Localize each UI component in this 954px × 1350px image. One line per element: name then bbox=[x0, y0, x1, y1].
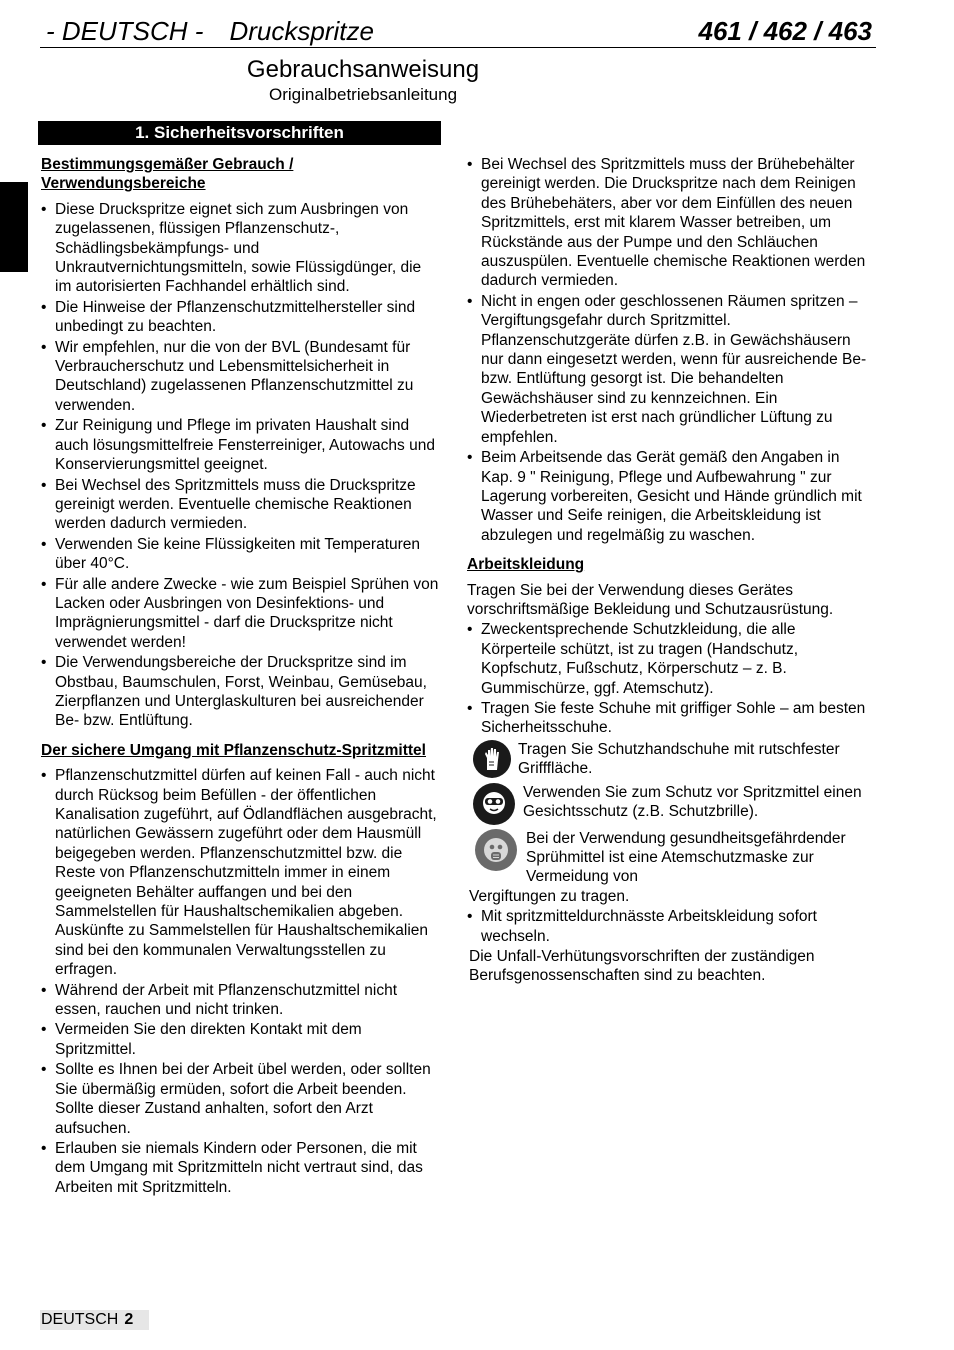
page-number: 2 bbox=[124, 1311, 134, 1328]
list-item: • Erlauben sie niemals Kindern oder Personen, die mit dem Umgang mit Spritzmitteln nicht vertraut sind, das Arbeiten mit Spritzmitteln. bbox=[41, 1139, 441, 1197]
list-item: • Verwenden Sie keine Flüssigkeiten mit Temperaturen über 40°C. bbox=[41, 535, 441, 574]
list-item: • Bei Wechsel des Spritzmittels muss der Brühebehälter gereinigt werden. Die Druckspritze nach dem Reinigen des Brühebehäters, aber vor dem Einfüllen des neuen Spritzmittels, erst mit klarem Wasser betreiben, um Rückstände aus der Pumpe und den Schläuchen auszuspülen. Eventuelle chemische Reaktionen werden dadurch vermieden. bbox=[467, 155, 872, 291]
header-rule bbox=[40, 47, 876, 48]
side-tab-marker bbox=[0, 182, 28, 272]
list-item: • Mit spritzmitteldurchnässte Arbeitskleidung sofort wechseln. bbox=[467, 907, 872, 946]
workwear-list bbox=[467, 620, 872, 737]
list-item: • Pflanzenschutzmittel dürfen auf keinen Fall - auch nicht durch Rücksog beim Befüllen - der öffentlichen Kanalisation zugeführt, auf Ödlandflächen ausgebracht, natürlichen Gewässern zugeführt oder dem Hausmüll beigegeben werden. Pflanzenschutzmittel bzw. die Reste von Pflanzenschutzmitteln immer in einem geeigneten Behälter auffangen und bei den Sammelstellen für Haushaltschemikalien abgeben. Auskünfte zu Sammelstellen für Haushaltschemikalien sind bei den kommunalen Verwaltungsstellen zu erfragen. bbox=[41, 766, 441, 979]
workwear-intro: Tragen Sie bei der Verwendung dieses Gerätes vorschriftsmäßige Bekleidung und Schutzausrüstung. bbox=[467, 581, 834, 618]
footer-language: DEUTSCH bbox=[41, 1311, 119, 1328]
header-language: - DEUTSCH - bbox=[46, 16, 204, 46]
header-product: Druckspritze bbox=[229, 16, 374, 46]
right-column bbox=[467, 155, 872, 986]
subheading-safe-handling: Der sichere Umgang mit Pflanzenschutz-Spritzmittel bbox=[41, 741, 426, 759]
subheading-intended-use: Bestimmungsgemäßer Gebrauch / Verwendungsbereiche bbox=[41, 156, 294, 193]
document-title: Gebrauchsanweisung bbox=[246, 56, 480, 83]
respirator-instruction bbox=[467, 829, 872, 887]
list-item: • Während der Arbeit mit Pflanzenschutzmittel nicht essen, rauchen und nicht trinken. bbox=[41, 981, 441, 1020]
list-item: • Die Hinweise der Pflanzenschutzmittelhersteller sind unbedingt zu beachten. bbox=[41, 298, 441, 337]
page-footer bbox=[40, 1310, 149, 1330]
continued-list bbox=[467, 155, 872, 545]
list-item: • Die Verwendungsbereiche der Druckspritze sind im Obstbau, Baumschulen, Forst, Weinbau, Gemüsebau, Zierpflanzen und Unterglaskulturen bei ausreichender Be- bzw. Entlüftung. bbox=[41, 653, 441, 731]
face-shield-icon bbox=[473, 783, 515, 825]
list-item: • Sollte es Ihnen bei der Arbeit übel werden, oder sollten Sie übermäßig ermüden, sofort die Arbeit beenden. Sollte dieser Zustand anhalten, sofort den Arzt aufsuchen. bbox=[41, 1060, 441, 1138]
list-item: • Tragen Sie feste Schuhe mit griffiger Sohle – am besten Sicherheitsschuhe. bbox=[467, 699, 872, 738]
header-title bbox=[46, 16, 374, 47]
gloves-text: Tragen Sie Schutzhandschuhe mit rutschfester Grifffläche. bbox=[518, 740, 840, 778]
respirator-text-continued: Vergiftungen zu tragen. bbox=[469, 887, 630, 905]
face-protection-instruction bbox=[467, 783, 872, 825]
list-item: • Bei Wechsel des Spritzmittels muss die Druckspritze gereinigt werden. Eventuelle chemische Reaktionen werden dadurch vermieden. bbox=[41, 476, 441, 534]
list-item: • Zur Reinigung und Pflege im privaten Haushalt sind auch lösungsmittelfreie Fensterreiniger, Autowachs und Konservierungsmittel geeignet. bbox=[41, 416, 441, 474]
section-heading: 1. Sicherheitsvorschriften bbox=[38, 121, 441, 145]
face-protection-text: Verwenden Sie zum Schutz vor Spritzmittel einen Gesichtsschutz (z.B. Schutzbrille). bbox=[523, 783, 862, 820]
accident-prevention-note: Die Unfall-Verhütungsvorschriften der zuständigen Berufsgenossenschaften sind zu beachten. bbox=[469, 948, 815, 985]
header-models: 461 / 462 / 463 bbox=[698, 16, 872, 46]
intended-use-list bbox=[41, 200, 441, 731]
workwear-change-list bbox=[467, 907, 872, 946]
list-item: • Für alle andere Zwecke - wie zum Beispiel Sprühen von Lacken oder Ausbringen von Desinfektions- und Imprägnierungsmittel - darf die Druckspritze nicht verwendet werden! bbox=[41, 575, 441, 653]
list-item: • Beim Arbeitsende das Gerät gemäß den Angaben in Kap. 9 " Reinigung, Pflege und Aufbewahrung " zur Lagerung vorbereiten, Gesicht und Hände gründlich mit Wasser und Seife reinigen, die Arbeitskleidung ist abzulegen und regelmäßig zu waschen. bbox=[467, 448, 872, 545]
list-item: • Wir empfehlen, nur die von der BVL (Bundesamt für Verbraucherschutz und Lebensmittelsicherheit in Deutschland) zugelassenen Pflanzenschutzmittel zu verwenden. bbox=[41, 338, 441, 416]
document-subtitle: Originalbetriebsanleitung bbox=[268, 85, 458, 104]
respirator-mask-icon bbox=[475, 829, 517, 871]
subheading-workwear: Arbeitskleidung bbox=[467, 556, 585, 574]
list-item: • Diese Druckspritze eignet sich zum Ausbringen von zugelassenen, flüssigen Pflanzenschutz-, Schädlingsbekämpfungs- und Unkrautvernichtungsmitteln, sowie Flüssigdünger, die im autorisierten Fachhandel erhältlich sind. bbox=[41, 200, 441, 297]
list-item: • Zweckentsprechende Schutzkleidung, die alle Körperteile schützt, ist zu tragen (Handschutz, Kopfschutz, Fußschutz, Körperschutz – z. B. Gummischürze, ggf. Atemschutz). bbox=[467, 620, 872, 698]
left-column bbox=[41, 155, 441, 1198]
gloves-icon bbox=[473, 740, 511, 778]
gloves-instruction bbox=[467, 740, 872, 779]
list-item: • Vermeiden Sie den direkten Kontakt mit dem Spritzmittel. bbox=[41, 1020, 441, 1059]
list-item: • Nicht in engen oder geschlossenen Räumen spritzen – Vergiftungsgefahr durch Spritzmittel. Pflanzenschutzgeräte dürfen z.B. in Gewächshäusern nur dann eingesetzt werden, wenn für ausreichende Be- bzw. Entlüftung gesorgt ist. Die behandelten Gewächshäuser sind zu kennzeichnen. Ein Wiederbetreten ist erst nach gründlicher Lüftung zu empfehlen. bbox=[467, 292, 872, 447]
safe-handling-list bbox=[41, 766, 441, 1197]
respirator-text: Bei der Verwendung gesundheitsgefährdender Sprühmittel ist eine Atemschutzmaske zur Vermeidung von bbox=[526, 829, 846, 886]
